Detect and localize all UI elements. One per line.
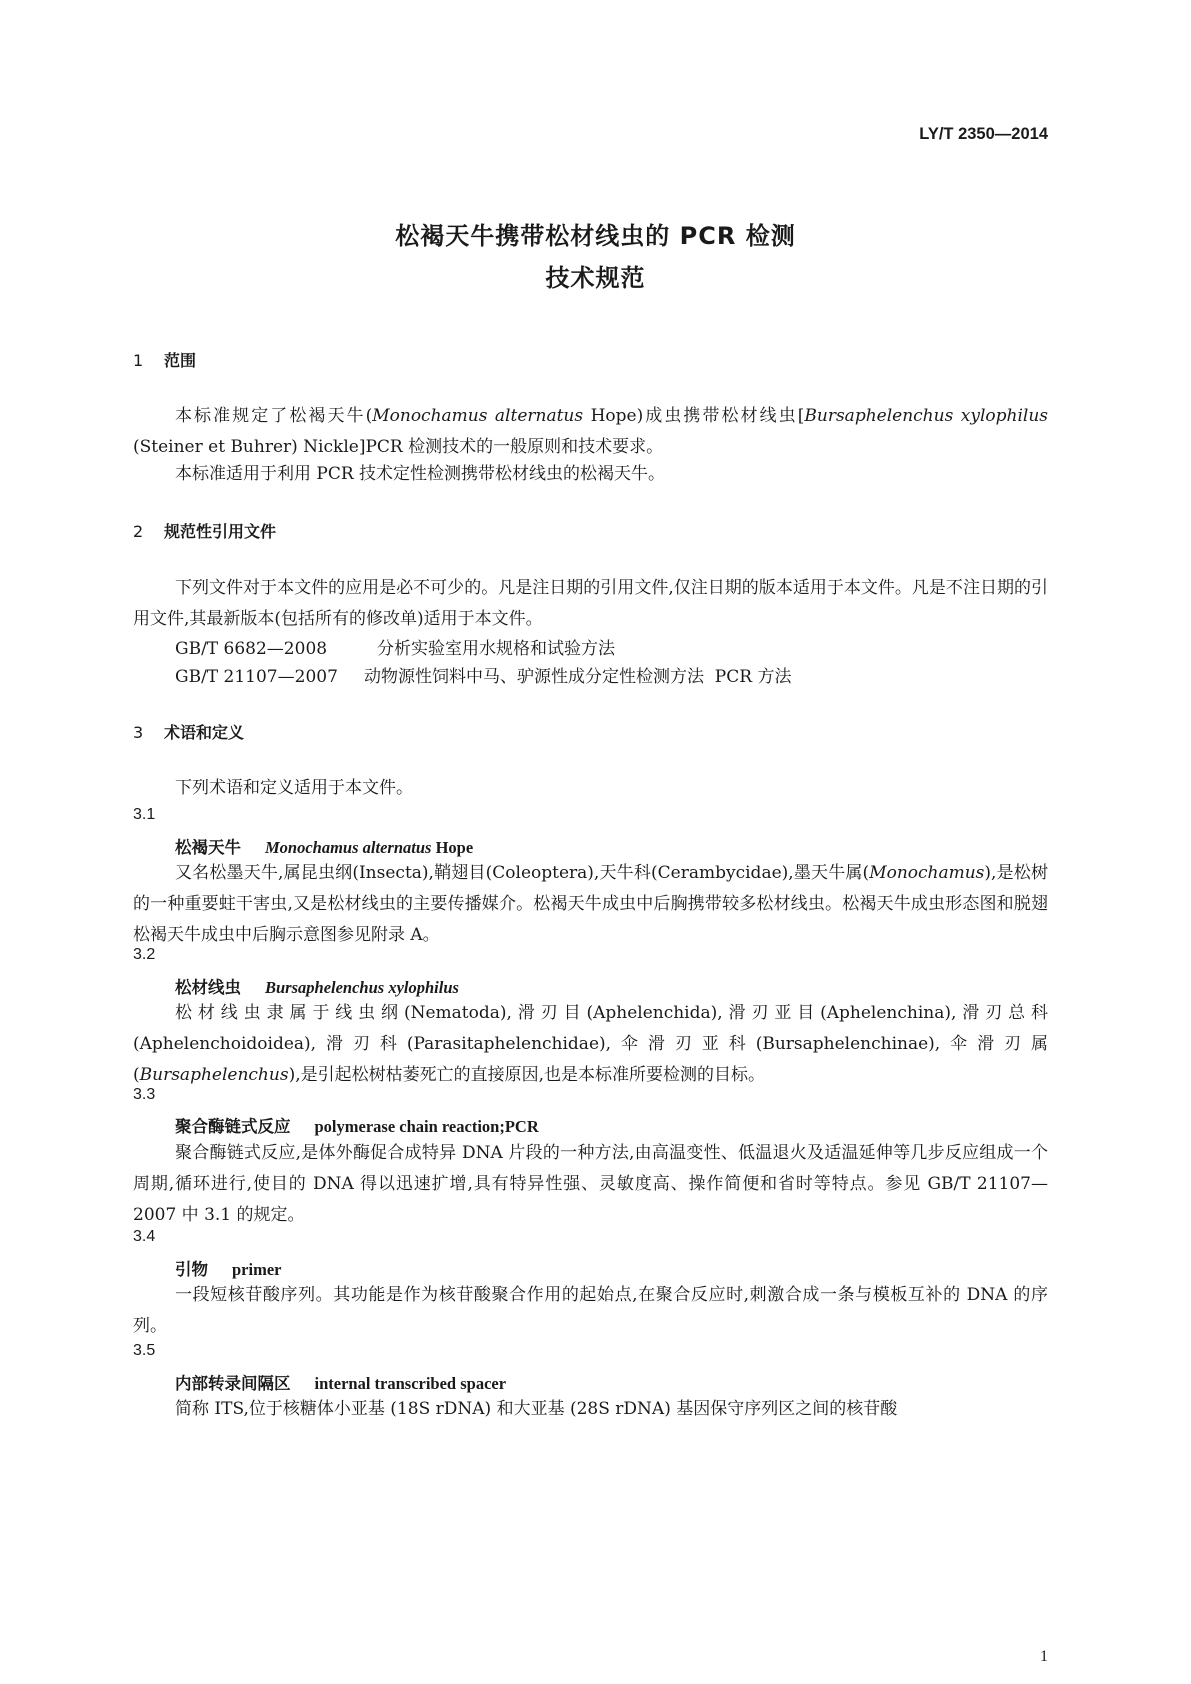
term-heading bbox=[175, 1113, 539, 1137]
document-title-line1: 松褐天牛携带松材线虫的 PCR 检测 bbox=[395, 222, 796, 250]
term-number: 3.3 bbox=[133, 1086, 156, 1103]
reference-code: GB/T 21107—2007 bbox=[175, 667, 338, 687]
term-chinese: 聚合酶链式反应 bbox=[175, 1117, 291, 1136]
reference-item bbox=[175, 634, 615, 659]
text-run: 又名松墨天牛,属昆虫纲(Insecta),鞘翅目(Coleoptera),天牛科(Cerambycidae),墨天牛属( bbox=[175, 863, 870, 883]
section-3-heading bbox=[133, 720, 244, 743]
species-name: Monochamus alternatus bbox=[372, 406, 584, 426]
page-number: 1 bbox=[1040, 1648, 1048, 1665]
term-english: Bursaphelenchus xylophilus bbox=[265, 978, 459, 997]
term-english: Monochamus alternatus bbox=[265, 838, 432, 857]
term-number: 3.5 bbox=[133, 1342, 156, 1359]
text-run: 本标准规定了松褐天牛( bbox=[175, 406, 373, 426]
term-chinese: 松褐天牛 bbox=[175, 838, 241, 857]
reference-title: 分析实验室用水规格和试验方法 bbox=[377, 639, 615, 659]
document-title-line2: 技术规范 bbox=[545, 264, 646, 292]
term-definition: 一段短核苷酸序列。其功能是作为核苷酸聚合作用的起始点,在聚合反应时,刺激合成一条与模板互补的 DNA 的序列。 bbox=[133, 1285, 1048, 1336]
term-number: 3.2 bbox=[133, 946, 156, 963]
section-number: 1 bbox=[133, 351, 144, 370]
section-number: 3 bbox=[133, 723, 144, 742]
term-english: polymerase chain reaction;PCR bbox=[314, 1117, 539, 1136]
term-chinese: 内部转录间隔区 bbox=[175, 1374, 291, 1393]
section-title: 规范性引用文件 bbox=[164, 522, 277, 541]
section-1-paragraph-1 bbox=[133, 401, 1048, 463]
section-1-paragraph-2: 本标准适用于利用 PCR 技术定性检测携带松材线虫的松褐天牛。 bbox=[175, 464, 666, 484]
term-definition: 聚合酶链式反应,是体外酶促合成特异 DNA 片段的一种方法,由高温变性、低温退火及适温延伸等几步反应组成一个周期,循环进行,使目的 DNA 得以迅速扩增,具有特异性强、灵敏度高、操作简便和省时等特点。参见 GB/T 21107—2007 中 3.1 的规定。 bbox=[133, 1143, 1048, 1225]
term-heading bbox=[175, 1370, 506, 1394]
term-definition bbox=[133, 998, 1048, 1091]
reference-code: GB/T 6682—2008 bbox=[175, 639, 328, 659]
text-run: (Steiner et Buhrer) Nickle]PCR 检测技术的一般原则和技术要求。 bbox=[133, 437, 664, 457]
reference-item bbox=[175, 662, 791, 687]
genus-name: Monochamus bbox=[869, 863, 985, 883]
term-english: primer bbox=[232, 1260, 282, 1279]
genus-name: Bursaphelenchus bbox=[139, 1065, 289, 1085]
section-title: 术语和定义 bbox=[164, 723, 245, 742]
standard-code: LY/T 2350—2014 bbox=[919, 125, 1048, 143]
term-heading bbox=[175, 974, 459, 998]
text-run: ),是松树的一种重要蛀干害虫,又是松材线虫的主要传播媒介。松褐天牛成虫中后胸携带较多松材线虫。松褐天牛成虫形态图和脱翅松褐天牛成虫中后胸示意图参见附录 A。 bbox=[133, 863, 1048, 945]
section-1-heading bbox=[133, 348, 196, 371]
term-heading bbox=[175, 1256, 281, 1280]
text-run: ),是引起松树枯萎死亡的直接原因,也是本标准所要检测的目标。 bbox=[288, 1065, 766, 1085]
term-english-suffix: Hope bbox=[431, 838, 474, 857]
term-english: internal transcribed spacer bbox=[314, 1374, 507, 1393]
section-3-intro: 下列术语和定义适用于本文件。 bbox=[175, 778, 413, 798]
term-definition: 简称 ITS,位于核糖体小亚基 (18S rDNA) 和大亚基 (28S rDNA) 基因保守序列区之间的核苷酸 bbox=[175, 1399, 898, 1419]
text-run: 松材线虫隶属于线虫纲(Nematoda),滑刃目(Aphelenchida),滑刃亚目(Aphelenchina),滑刃总科(Aphelenchoidoidea),滑刃科(Parasitaphelenchidae),伞滑刃亚科(Bursaphelenchinae),伞滑刃属( bbox=[133, 1003, 1048, 1085]
term-heading bbox=[175, 834, 473, 858]
term-number: 3.4 bbox=[133, 1228, 156, 1245]
species-name: Bursaphelenchus xylophilus bbox=[804, 406, 1049, 426]
term-definition bbox=[133, 858, 1048, 951]
section-2-paragraph-1: 下列文件对于本文件的应用是必不可少的。凡是注日期的引用文件,仅注日期的版本适用于本文件。凡是不注日期的引用文件,其最新版本(包括所有的修改单)适用于本文件。 bbox=[133, 578, 1048, 629]
term-chinese: 引物 bbox=[175, 1260, 208, 1279]
text-run: Hope)成虫携带松材线虫[ bbox=[583, 406, 805, 426]
section-title: 范围 bbox=[164, 351, 197, 370]
reference-title: 动物源性饲料中马、驴源性成分定性检测方法 PCR 方法 bbox=[364, 667, 792, 687]
section-2-heading bbox=[133, 519, 276, 542]
term-chinese: 松材线虫 bbox=[175, 978, 241, 997]
term-number: 3.1 bbox=[133, 806, 156, 823]
section-number: 2 bbox=[133, 522, 144, 541]
